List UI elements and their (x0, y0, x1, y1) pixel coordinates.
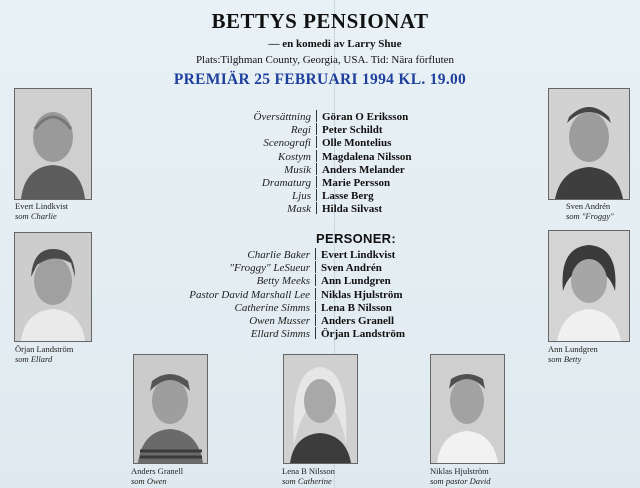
caption-name: Sven Andrén (566, 201, 611, 211)
credit-row (210, 202, 430, 215)
portrait-image (549, 231, 629, 341)
divider (315, 288, 316, 300)
divider (316, 123, 317, 135)
caption-name: Anders Granell (131, 466, 184, 476)
cast-row (160, 327, 430, 340)
divider (316, 150, 317, 162)
caption-name: Lena B Nilsson (282, 466, 335, 476)
portrait-ann-lundgren (548, 230, 630, 342)
credit-role: Musik (284, 163, 311, 176)
credit-row (210, 163, 430, 176)
portrait-anders-granell (133, 354, 208, 464)
character-name: Betty Meeks (256, 275, 310, 288)
divider (315, 261, 316, 273)
cast-list (160, 248, 430, 340)
actor-name: Örjan Landström (321, 328, 406, 341)
credit-row (210, 150, 430, 163)
character-name: Pastor David Marshall Lee (189, 288, 310, 301)
credit-name: Magdalena Nilsson (322, 150, 412, 163)
caption-orjan (15, 344, 73, 364)
credit-name: Peter Schildt (322, 124, 383, 137)
credit-role: Regi (290, 124, 311, 137)
caption-role: som Owen (131, 476, 167, 486)
divider (315, 327, 316, 339)
credit-role: Dramaturg (261, 176, 311, 189)
caption-evert (15, 201, 68, 221)
divider (315, 314, 316, 326)
character-name: Charlie Baker (247, 249, 310, 261)
caption-lena (282, 466, 335, 486)
portrait-orjan-landstrom (14, 232, 92, 342)
caption-ann (548, 344, 598, 364)
divider (316, 110, 317, 122)
credit-name: Olle Montelius (322, 137, 392, 150)
cast-row (160, 314, 430, 327)
portrait-image (549, 89, 629, 199)
divider (316, 136, 317, 148)
credit-row (210, 110, 430, 123)
caption-name: Ann Lundgren (548, 344, 598, 354)
character-name: "Froggy" LeSueur (229, 262, 310, 275)
caption-name: Niklas Hjulström (430, 466, 489, 476)
credit-role: Scenografi (263, 137, 311, 150)
credit-row (210, 189, 430, 202)
caption-niklas (430, 466, 490, 486)
caption-role: som "Froggy" (566, 211, 614, 221)
divider (315, 274, 316, 286)
portrait-image (15, 233, 91, 341)
portrait-sven-andren (548, 88, 630, 200)
cast-heading: PERSONER: (316, 231, 396, 246)
setting-line: Plats:Tilghman County, Georgia, USA. Tid: Nära förfluten (195, 54, 455, 66)
caption-anders (131, 466, 183, 486)
portrait-image (284, 355, 357, 463)
credit-name: Lasse Berg (322, 190, 374, 203)
cast-row (160, 301, 430, 314)
actor-name: Anders Granell (321, 314, 395, 327)
portrait-lena-b-nilsson (283, 354, 358, 464)
divider (316, 163, 317, 175)
actor-name: Ann Lundgren (321, 275, 391, 288)
credit-role: Mask (287, 203, 311, 216)
character-name: Catherine Simms (234, 301, 310, 314)
actor-name: Evert Lindkvist (321, 249, 396, 261)
caption-name: Evert Lindkvist (15, 201, 69, 211)
credit-row (210, 123, 430, 136)
caption-role: som pastor David (430, 476, 491, 486)
cast-row (160, 261, 430, 274)
caption-role: som Ellard (15, 354, 53, 364)
caption-role: som Catherine (282, 476, 332, 486)
actor-name: Sven Andrén (321, 262, 382, 275)
play-subtitle: — en komedi av Larry Shue (268, 38, 402, 50)
credit-name: Marie Persson (322, 176, 391, 189)
caption-sven (566, 201, 614, 221)
cast-row (160, 274, 430, 287)
credit-role: Översättning (253, 111, 311, 123)
divider (316, 189, 317, 201)
credit-role: Kostym (278, 150, 311, 163)
portrait-image (431, 355, 504, 463)
credit-role: Ljus (292, 190, 311, 203)
portrait-niklas-hjulstrom (430, 354, 505, 464)
caption-role: som Charlie (15, 211, 57, 221)
credit-name: Hilda Silvast (322, 203, 383, 216)
caption-name: Örjan Landström (15, 344, 74, 354)
divider (316, 176, 317, 188)
actor-name: Niklas Hjulström (321, 288, 403, 301)
premiere-line: PREMIÄR 25 FEBRUARI 1994 KL. 19.00 (173, 71, 467, 88)
character-name: Ellard Simms (250, 328, 310, 341)
caption-role: som Betty (548, 354, 582, 364)
divider (315, 248, 316, 260)
credit-row (210, 176, 430, 189)
portrait-image (134, 355, 207, 463)
divider (315, 301, 316, 313)
cast-row (160, 248, 430, 261)
actor-name: Lena B Nilsson (321, 301, 392, 314)
credit-name: Göran O Eriksson (322, 111, 409, 123)
divider (316, 202, 317, 214)
credit-row (210, 136, 430, 149)
crew-credits (210, 110, 430, 216)
portrait-image (15, 89, 91, 199)
portrait-evert-lindkvist (14, 88, 92, 200)
cast-row (160, 288, 430, 301)
character-name: Owen Musser (249, 314, 310, 327)
credit-name: Anders Melander (322, 163, 405, 176)
play-title: BETTYS PENSIONAT (211, 9, 429, 33)
